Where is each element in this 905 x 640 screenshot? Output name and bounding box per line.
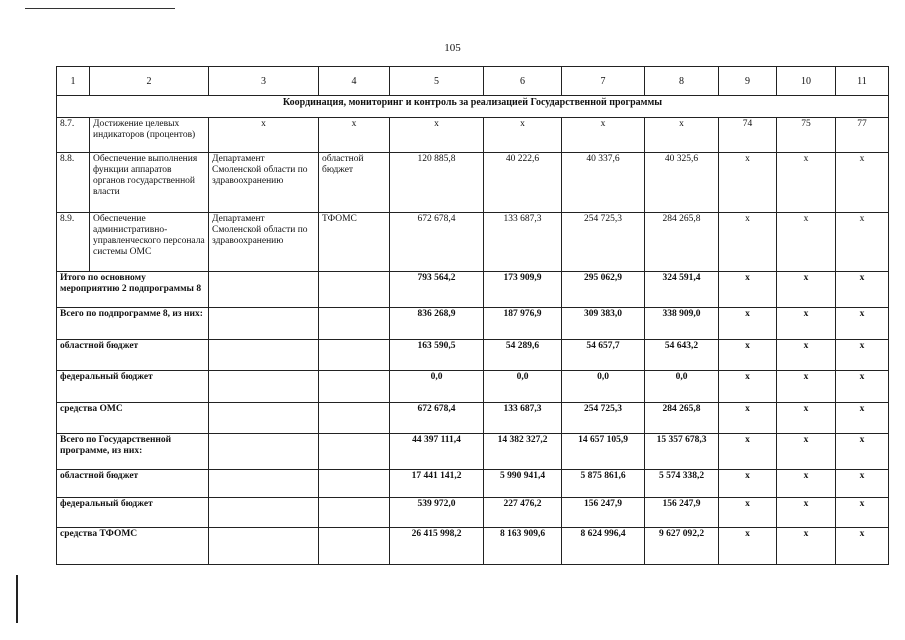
amount-year-3: 5 574 338,2	[645, 470, 719, 498]
amount-year-1: 0,0	[484, 371, 562, 403]
amount-year-2: 156 247,9	[562, 498, 645, 528]
amount-year-1: 40 222,6	[484, 153, 562, 213]
amount-year-2: 40 337,6	[562, 153, 645, 213]
indicator-year-1: x	[719, 308, 777, 340]
amount-total: 120 885,8	[390, 153, 484, 213]
total-row	[57, 371, 889, 403]
amount-year-2: 0,0	[562, 371, 645, 403]
indicator-year-1: x	[719, 340, 777, 371]
empty-cell	[209, 272, 319, 308]
col-header-8: 8	[645, 67, 719, 96]
col-header-3: 3	[209, 67, 319, 96]
col-header-10: 10	[777, 67, 836, 96]
empty-cell	[209, 434, 319, 470]
executor: Департамент Смоленской области по здравоохранению	[209, 213, 319, 272]
empty-cell	[209, 340, 319, 371]
total-label: федеральный бюджет	[57, 371, 209, 403]
empty-cell	[209, 403, 319, 434]
section-row	[57, 96, 889, 118]
budget-table	[56, 66, 889, 565]
indicator-year-2: x	[777, 153, 836, 213]
col-header-11: 11	[836, 67, 889, 96]
amount-total: 793 564,2	[390, 272, 484, 308]
amount-year-1: 133 687,3	[484, 213, 562, 272]
empty-cell	[319, 272, 390, 308]
indicator-year-1: x	[719, 434, 777, 470]
empty-cell	[209, 308, 319, 340]
amount-year-3: 156 247,9	[645, 498, 719, 528]
col-header-9: 9	[719, 67, 777, 96]
empty-cell	[319, 371, 390, 403]
indicator-year-3: x	[836, 528, 889, 565]
indicator-year-3: x	[836, 470, 889, 498]
indicator-year-3: x	[836, 308, 889, 340]
indicator-year-1: x	[719, 153, 777, 213]
amount-year-3: 9 627 092,2	[645, 528, 719, 565]
amount-year-3: 284 265,8	[645, 213, 719, 272]
indicator-year-2: x	[777, 403, 836, 434]
amount-total: 17 441 141,2	[390, 470, 484, 498]
amount-year-3: 0,0	[645, 371, 719, 403]
amount-total: 836 268,9	[390, 308, 484, 340]
total-label: областной бюджет	[57, 470, 209, 498]
table-row	[57, 213, 889, 272]
empty-cell	[209, 371, 319, 403]
amount-total: 539 972,0	[390, 498, 484, 528]
indicator-year-1: x	[719, 371, 777, 403]
table-row	[57, 118, 889, 153]
indicator-year-2: x	[777, 308, 836, 340]
indicator-year-1: 74	[719, 118, 777, 153]
total-row	[57, 528, 889, 565]
indicator-year-2: x	[777, 272, 836, 308]
total-row	[57, 470, 889, 498]
indicator-year-2: x	[777, 434, 836, 470]
table-row	[57, 153, 889, 213]
amount-year-2: 14 657 105,9	[562, 434, 645, 470]
measure-name: Достижение целевых индикаторов (процентов)	[90, 118, 209, 153]
amount-total: 163 590,5	[390, 340, 484, 371]
indicator-year-3: x	[836, 153, 889, 213]
indicator-year-3: x	[836, 403, 889, 434]
amount-year-2: x	[562, 118, 645, 153]
amount-total: 26 415 998,2	[390, 528, 484, 565]
indicator-year-1: x	[719, 498, 777, 528]
row-number: 8.8.	[57, 153, 90, 213]
amount-year-1: 173 909,9	[484, 272, 562, 308]
executor: x	[209, 118, 319, 153]
indicator-year-1: x	[719, 470, 777, 498]
amount-year-2: 309 383,0	[562, 308, 645, 340]
amount-year-2: 5 875 861,6	[562, 470, 645, 498]
amount-year-3: 54 643,2	[645, 340, 719, 371]
col-header-2: 2	[90, 67, 209, 96]
amount-year-3: 324 591,4	[645, 272, 719, 308]
executor: Департамент Смоленской области по здравоохранению	[209, 153, 319, 213]
total-row	[57, 434, 889, 470]
total-label: областной бюджет	[57, 340, 209, 371]
indicator-year-3: x	[836, 371, 889, 403]
total-row	[57, 498, 889, 528]
amount-year-1: 54 289,6	[484, 340, 562, 371]
empty-cell	[319, 470, 390, 498]
total-row	[57, 308, 889, 340]
indicator-year-3: x	[836, 434, 889, 470]
amount-total: 0,0	[390, 371, 484, 403]
empty-cell	[209, 498, 319, 528]
empty-cell	[319, 340, 390, 371]
indicator-year-1: x	[719, 272, 777, 308]
empty-cell	[319, 308, 390, 340]
amount-year-1: 187 976,9	[484, 308, 562, 340]
amount-total: x	[390, 118, 484, 153]
col-header-5: 5	[390, 67, 484, 96]
total-label: федеральный бюджет	[57, 498, 209, 528]
indicator-year-1: x	[719, 528, 777, 565]
amount-year-2: 254 725,3	[562, 403, 645, 434]
measure-name: Обеспечение выполнения функции аппаратов органов государственной власти	[90, 153, 209, 213]
empty-cell	[209, 528, 319, 565]
empty-cell	[319, 528, 390, 565]
amount-year-1: 227 476,2	[484, 498, 562, 528]
amount-year-3: x	[645, 118, 719, 153]
row-number: 8.7.	[57, 118, 90, 153]
col-header-7: 7	[562, 67, 645, 96]
amount-year-1: x	[484, 118, 562, 153]
empty-cell	[319, 403, 390, 434]
total-row	[57, 340, 889, 371]
amount-year-1: 5 990 941,4	[484, 470, 562, 498]
indicator-year-3: x	[836, 340, 889, 371]
amount-year-1: 14 382 327,2	[484, 434, 562, 470]
amount-year-2: 54 657,7	[562, 340, 645, 371]
left-margin-rule	[16, 575, 18, 623]
empty-cell	[319, 498, 390, 528]
amount-year-3: 15 357 678,3	[645, 434, 719, 470]
amount-year-2: 254 725,3	[562, 213, 645, 272]
column-number-header	[57, 67, 889, 96]
amount-year-2: 295 062,9	[562, 272, 645, 308]
amount-total: 672 678,4	[390, 403, 484, 434]
empty-cell	[209, 470, 319, 498]
amount-total: 44 397 111,4	[390, 434, 484, 470]
amount-year-2: 8 624 996,4	[562, 528, 645, 565]
col-header-1: 1	[57, 67, 90, 96]
col-header-4: 4	[319, 67, 390, 96]
top-rule	[25, 8, 175, 9]
measure-name: Обеспечение административно-управленческого персонала системы ОМС	[90, 213, 209, 272]
amount-total: 672 678,4	[390, 213, 484, 272]
total-row	[57, 403, 889, 434]
col-header-6: 6	[484, 67, 562, 96]
total-label: средства ТФОМС	[57, 528, 209, 565]
total-label: Итого по основному мероприятию 2 подпрограммы 8	[57, 272, 209, 308]
indicator-year-2: x	[777, 528, 836, 565]
funding-source: ТФОМС	[319, 213, 390, 272]
funding-source: x	[319, 118, 390, 153]
empty-cell	[319, 434, 390, 470]
section-title: Координация, мониторинг и контроль за реализацией Государственной программы	[57, 96, 889, 118]
amount-year-1: 133 687,3	[484, 403, 562, 434]
indicator-year-1: x	[719, 213, 777, 272]
amount-year-3: 40 325,6	[645, 153, 719, 213]
indicator-year-3: x	[836, 213, 889, 272]
amount-year-3: 284 265,8	[645, 403, 719, 434]
indicator-year-2: x	[777, 470, 836, 498]
amount-year-3: 338 909,0	[645, 308, 719, 340]
indicator-year-2: x	[777, 340, 836, 371]
indicator-year-2: 75	[777, 118, 836, 153]
total-label: Всего по подпрограмме 8, из них:	[57, 308, 209, 340]
funding-source: областной бюджет	[319, 153, 390, 213]
amount-year-1: 8 163 909,6	[484, 528, 562, 565]
total-label: Всего по Государственной программе, из них:	[57, 434, 209, 470]
total-label: средства ОМС	[57, 403, 209, 434]
indicator-year-3: x	[836, 498, 889, 528]
indicator-year-3: x	[836, 272, 889, 308]
indicator-year-2: x	[777, 213, 836, 272]
indicator-year-1: x	[719, 403, 777, 434]
row-number: 8.9.	[57, 213, 90, 272]
indicator-year-3: 77	[836, 118, 889, 153]
indicator-year-2: x	[777, 371, 836, 403]
page-number: 105	[444, 42, 461, 54]
total-row	[57, 272, 889, 308]
indicator-year-2: x	[777, 498, 836, 528]
